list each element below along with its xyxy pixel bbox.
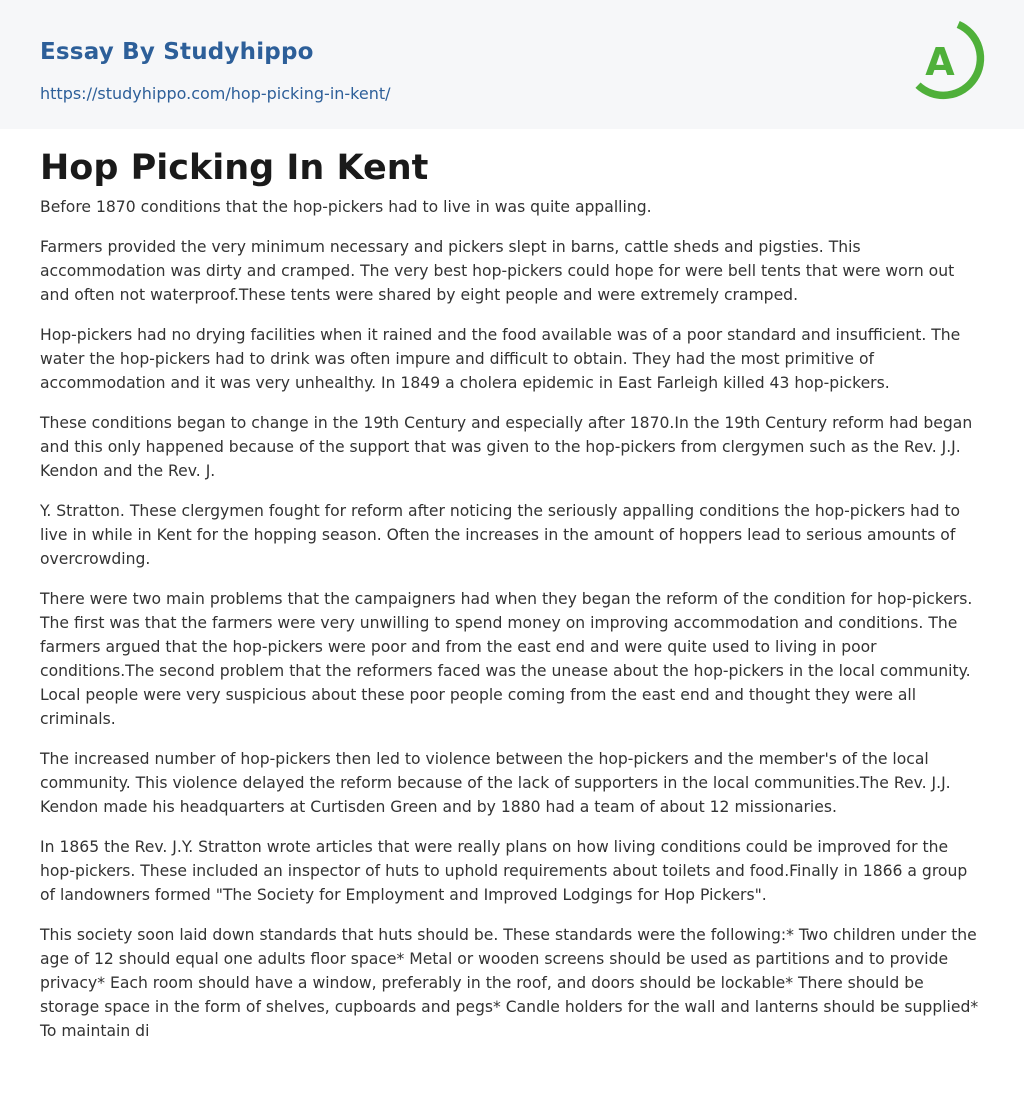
logo-letter: A (925, 40, 955, 84)
paragraph-2: Farmers provided the very minimum necessary and pickers slept in barns, cattle sheds and pigsties. This accommodation was dirty and cramped. The very best hop-pickers could hope for were bell tents that were worn out and often not waterproof.These tents were shared by eight people and were extremely cramped. (40, 238, 955, 304)
paragraph-1: Before 1870 conditions that the hop-pickers had to live in was quite appalling. (40, 198, 652, 216)
paragraph-5: Y. Stratton. These clergymen fought for reform after noticing the seriously appalling conditions the hop-pickers had to live in while in Kent for the hopping season. Often the increases in the amount of hoppers lead to serious amounts of overcrowding. (40, 502, 961, 568)
paragraph-3: Hop-pickers had no drying facilities when it rained and the food available was of a poor standard and insufficient. The water the hop-pickers had to drink was often impure and difficult to obtain. They had the most primitive of accommodation and it was very unhealthy. In 1849 a cholera epidemic in East Farleigh killed 43 hop-pickers. (40, 326, 961, 392)
page-title: Hop Picking In Kent (40, 148, 429, 188)
paragraph-9: This society soon laid down standards that huts should be. These standards were the following:* Two children under the age of 12 should equal one adults floor space* Metal or wooden screens should be used as partitions and to provide privacy* Each room should have a window, preferably in the roof, and doors should be lockable* There should be storage space in the form of shelves, cupboards and pegs* Candle holders for the wall and lanterns should be supplied* To maintain di (40, 926, 979, 1040)
brand-title[interactable]: Essay By Studyhippo (40, 39, 314, 65)
essay-url-link[interactable]: https://studyhippo.com/hop-picking-in-kent/ (40, 84, 391, 103)
site-header (0, 0, 1024, 129)
essay-content (40, 141, 984, 1059)
paragraph-8: In 1865 the Rev. J.Y. Stratton wrote articles that were really plans on how living conditions could be improved for the hop-pickers. These included an inspector of huts to uphold requirements about toilets and food.Finally in 1866 a group of landowners formed "The Society for Employment and Improved Lodgings for Hop Pickers". (40, 838, 968, 904)
paragraph-4: These conditions began to change in the 19th Century and especially after 1870.In the 19th Century reform had began and this only happened because of the support that was given to the hop-pickers from clergymen such as the Rev. J.J. Kendon and the Rev. J. (40, 414, 973, 480)
paragraph-7: The increased number of hop-pickers then led to violence between the hop-pickers and the member's of the local community. This violence delayed the reform because of the lack of supporters in the local communities.The Rev. J.J. Kendon made his headquarters at Curtisden Green and by 1880 had a team of about 12 missionaries. (40, 750, 951, 816)
circle-letter-a-logo-icon[interactable] (912, 19, 986, 105)
paragraph-6: There were two main problems that the campaigners had when they began the reform of the condition for hop-pickers. The first was that the farmers were very unwilling to spend money on improving accommodation and conditions. The farmers argued that the hop-pickers were poor and from the east end and were quite used to living in poor conditions.The second problem that the reformers faced was the unease about the hop-pickers in the local community. Local people were very suspicious about these poor people coming from the east end and thought they were all criminals. (40, 590, 973, 728)
